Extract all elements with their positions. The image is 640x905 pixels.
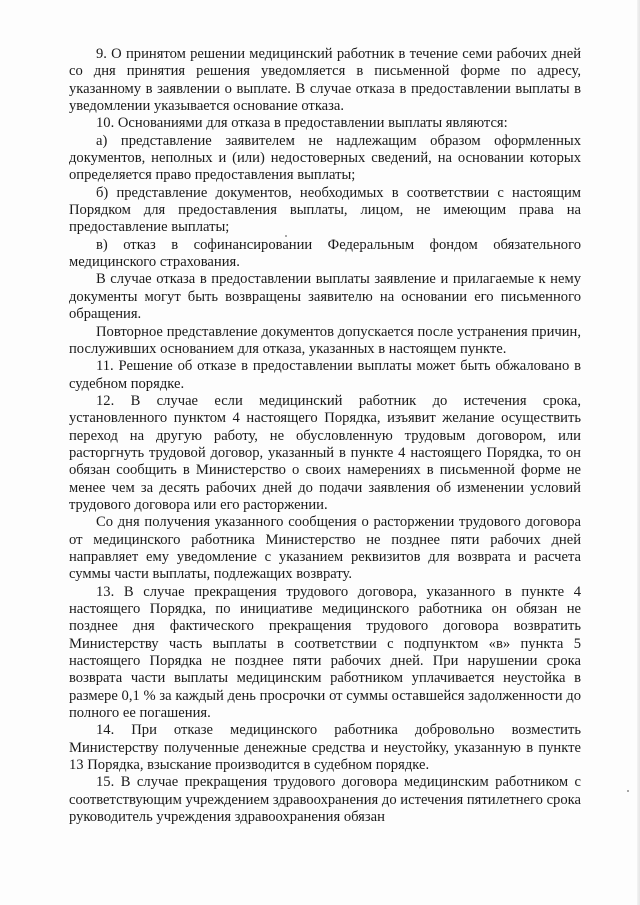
paragraph-15: 15. В случае прекращения трудового договора медицинским работником с соответствующим учреждением здравоохранения до истечения пятилетнего срока руководитель учреждения здравоохранения обязан bbox=[69, 774, 581, 826]
document-body bbox=[69, 46, 581, 826]
paragraph-13: 13. В случае прекращения трудового договора, указанного в пункте 4 настоящего Порядка, по инициативе медицинского работника он обязан не позднее дня фактического прекращения трудового договора возвратить Министерству часть выплаты в соответствии с подпунктом «в» пункта 5 настоящего Порядка не позднее пяти рабочих дней. При нарушении срока возврата части выплаты медицинским работником уплачивается неустойка в размере 0,1 % за каждый день просрочки от суммы оставшейся задолженности до полного ее погашения. bbox=[69, 583, 581, 722]
paragraph-10-v: в) отказ в софинансировании Федеральным фондом обязательного медицинского страхования. bbox=[69, 236, 581, 271]
paragraph-10: 10. Основаниями для отказа в предоставлении выплаты являются: bbox=[96, 115, 508, 132]
paragraph-refusal-return: В случае отказа в предоставлении выплаты заявление и прилагаемые к нему документы могут быть возвращены заявителю на основании его письменного обращения. bbox=[69, 271, 581, 323]
paragraph-9: 9. О принятом решении медицинский работник в течение семи рабочих дней со дня принятия решения уведомляется в письменной форме по адресу, указанному в заявлении о выплате. В случае отказа в предоставлении выплаты в уведомлении указывается основание отказа. bbox=[69, 46, 581, 115]
paragraph-10-b: б) представление документов, необходимых в соответствии с настоящим Порядком для предоставления выплаты, лицом, не имеющим права на предоставление выплаты; bbox=[69, 184, 581, 236]
paragraph-14: 14. При отказе медицинского работника добровольно возместить Министерству полученные денежные средства и неустойку, указанную в пункте 13 Порядка, взыскание производится в судебном порядке. bbox=[69, 722, 581, 774]
scan-speck bbox=[627, 790, 629, 792]
paragraph-11: 11. Решение об отказе в предоставлении выплаты может быть обжаловано в судебном порядке. bbox=[69, 358, 581, 392]
paragraph-12: 12. В случае если медицинский работник до истечения срока, установленного пунктом 4 настоящего Порядка, изъявит желание осуществить переход на другую работу, не обусловленную трудовым договором, или расторгнуть трудовой договор, указанный в пункте 4 настоящего Порядка, то он обязан сообщить в Министерство о своих намерениях в письменной форме не менее чем за десять рабочих дней до подачи заявления об изменении условий трудового договора или его расторжении. bbox=[69, 392, 581, 513]
paragraph-notification: Со дня получения указанного сообщения о расторжении трудового договора от медицинского работника Министерство не позднее пяти рабочих дней направляет ему уведомление с указанием реквизитов для возврата и расчета суммы части выплаты, подлежащих возврату. bbox=[69, 514, 581, 583]
paragraph-resubmission: Повторное представление документов допускается после устранения причин, послуживших основанием для отказа, указанных в настоящем пункте. bbox=[69, 323, 581, 357]
paragraph-10-a: а) представление заявителем не надлежащим образом оформленных документов, неполных и (или) недостоверных сведений, на основании которых определяется право предоставления выплаты; bbox=[69, 132, 581, 184]
